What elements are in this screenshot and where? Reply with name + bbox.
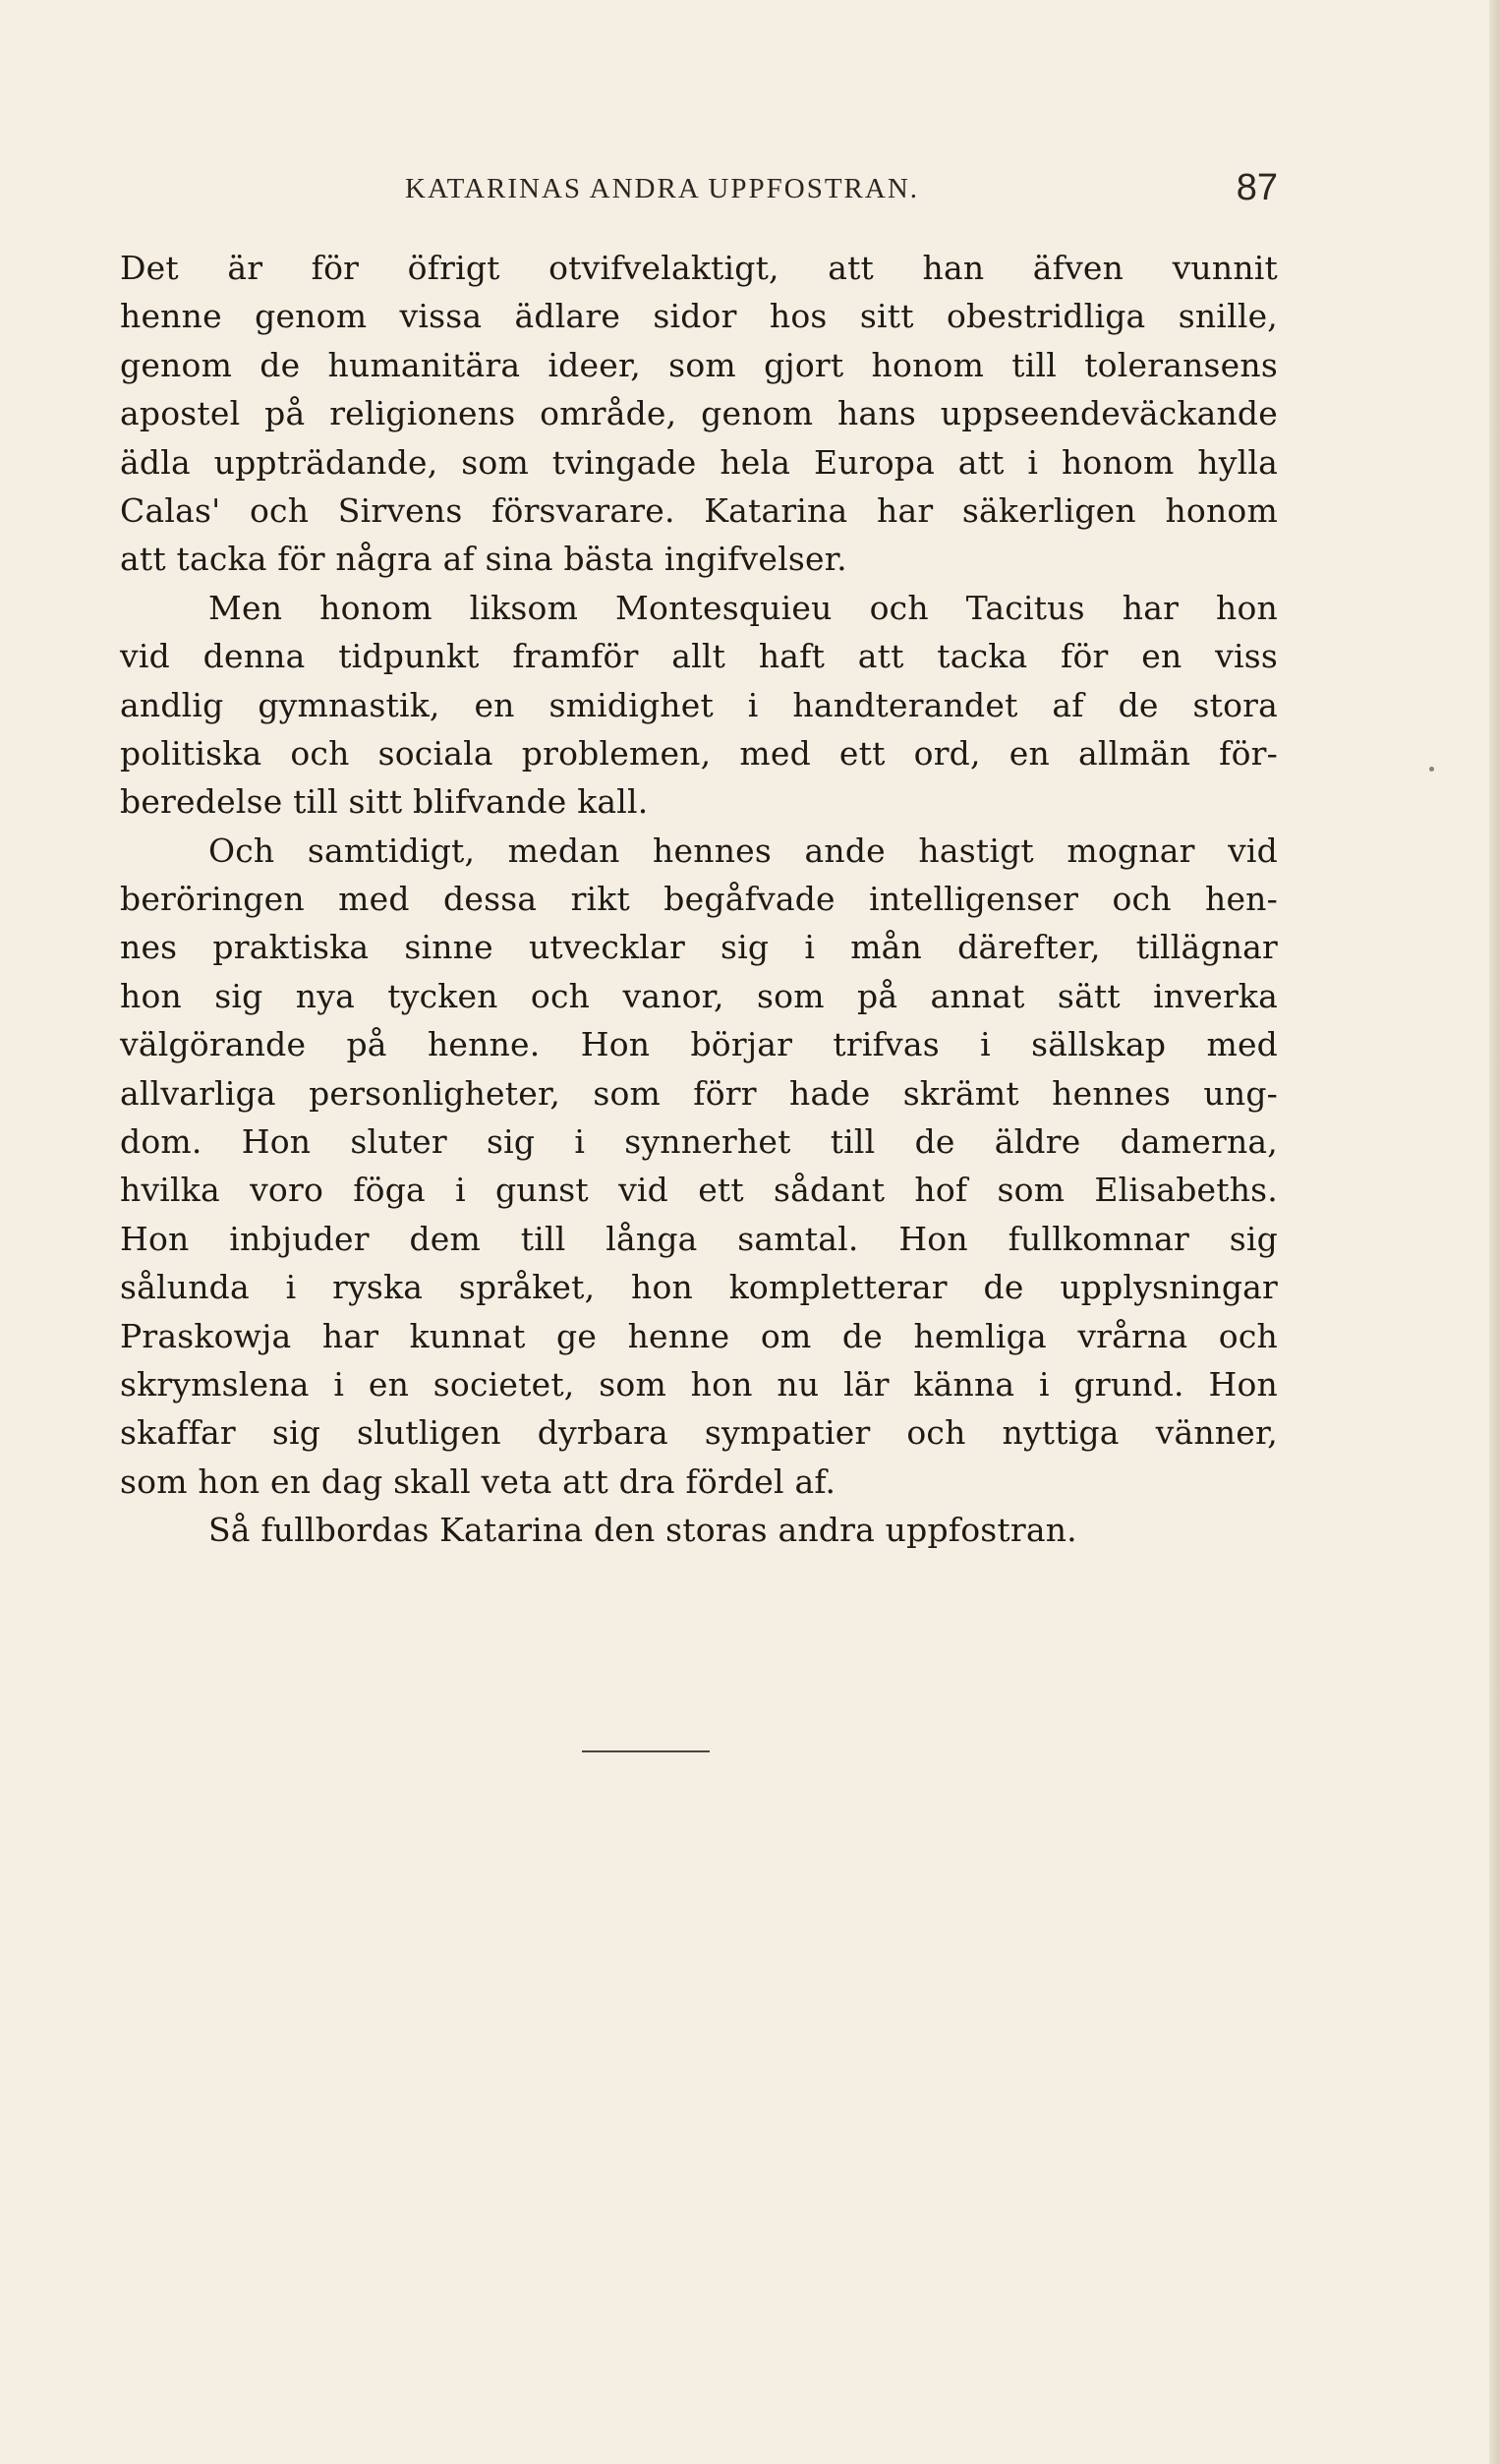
text-line: skaffar sig slutligen dyrbara sympatier och nyttiga vänner, <box>120 1413 1278 1453</box>
text-line: hvilka voro föga i gunst vid ett sådant hof som Elisabeths. <box>120 1171 1278 1210</box>
text-line: skrymslena i en societet, som hon nu lär känna i grund. Hon <box>120 1364 1278 1404</box>
text-line: andlig gymnastik, en smidighet i handterandet af de stora <box>120 685 1278 724</box>
text-line: Men honom liksom Montesquieu och Tacitus har hon <box>208 588 1278 627</box>
text-line: att tacka för några af sina bästa ingifvelser. <box>120 540 847 579</box>
text-line: hon sig nya tycken och vanor, som på annat sätt inverka <box>120 976 1278 1015</box>
text-line: nes praktiska sinne utvecklar sig i mån därefter, tillägnar <box>120 928 1278 967</box>
text-line: politiska och sociala problemen, med ett ord, en allmän för- <box>120 733 1278 773</box>
text-line: Praskowja har kunnat ge henne om de hemliga vrårna och <box>120 1316 1278 1355</box>
text-line: allvarliga personligheter, som förr hade skrämt hennes ung- <box>120 1073 1278 1113</box>
text-line: henne genom vissa ädlare sidor hos sitt obestridliga snille, <box>120 297 1278 336</box>
text-line: som hon en dag skall veta att dra fördel af. <box>120 1461 836 1501</box>
page-edge <box>1489 0 1499 2464</box>
text-line: Så fullbordas Katarina den storas andra uppfostran. <box>208 1511 1077 1550</box>
text-line: beröringen med dessa rikt begåfvade intelligenser och hen- <box>120 880 1278 919</box>
margin-speck <box>1429 767 1434 772</box>
body-text <box>120 244 1278 1555</box>
page-number: 87 <box>1236 167 1278 208</box>
text-line: Hon inbjuder dem till långa samtal. Hon fullkomnar sig <box>120 1219 1278 1258</box>
text-line: Det är för öfrigt otvifvelaktigt, att han äfven vunnit <box>120 249 1278 287</box>
text-line: beredelse till sitt blifvande kall. <box>120 782 649 822</box>
text-line: Och samtidigt, medan hennes ande hastigt mognar vid <box>208 831 1278 870</box>
running-header <box>405 167 1278 216</box>
text-line: apostel på religionens område, genom hans uppseendeväckande <box>120 394 1278 433</box>
text-line: genom de humanitära ideer, som gjort honom till toleransens <box>120 345 1278 384</box>
running-title: KATARINAS ANDRA UPPFOSTRAN. <box>405 173 920 204</box>
text-line: sålunda i ryska språket, hon kompletterar de upplysningar <box>120 1268 1278 1307</box>
text-line: vid denna tidpunkt framför allt haft att tacka för en viss <box>120 637 1278 676</box>
text-line: dom. Hon sluter sig i synnerhet till de äldre damerna, <box>120 1122 1278 1162</box>
end-rule <box>582 1750 710 1752</box>
text-line: välgörande på henne. Hon börjar trifvas i sällskap med <box>120 1025 1278 1064</box>
text-line: Calas' och Sirvens försvarare. Katarina har säkerligen honom <box>120 490 1278 530</box>
text-line: ädla uppträdande, som tvingade hela Europa att i honom hylla <box>120 442 1278 482</box>
